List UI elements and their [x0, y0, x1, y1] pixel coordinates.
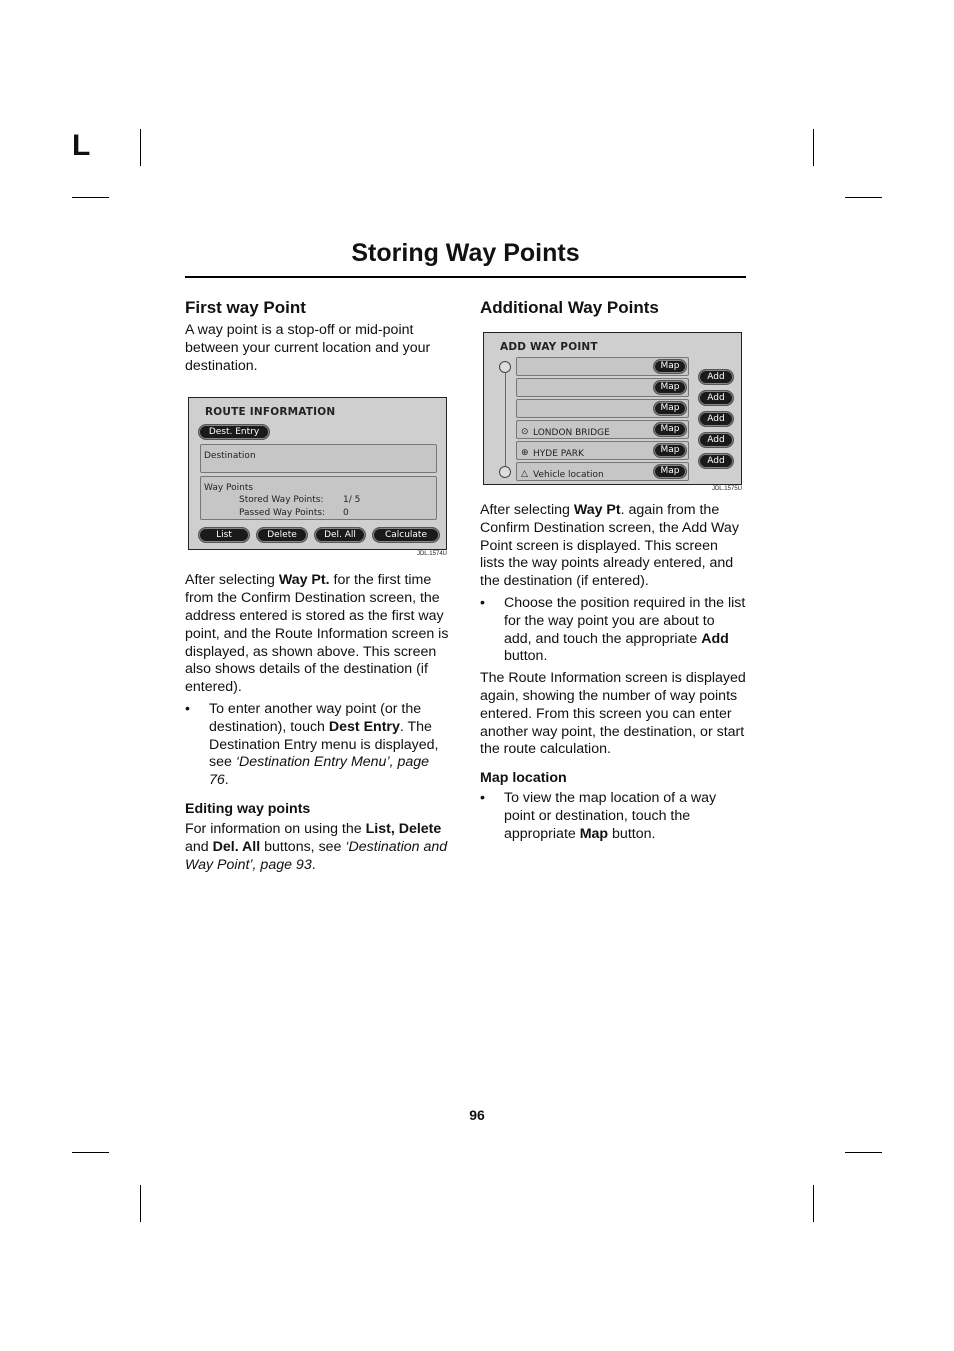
add-button[interactable]: Add: [698, 369, 734, 385]
add-button[interactable]: Add: [698, 432, 734, 448]
editing-way-points-heading: Editing way points: [185, 800, 311, 817]
crop-mark: [140, 129, 141, 166]
passed-way-points-value: 0: [343, 508, 349, 519]
add-way-point-figure: [483, 332, 742, 493]
map-location-heading: Map location: [480, 770, 567, 787]
route-information-screen: [188, 397, 447, 550]
crop-mark: [813, 1185, 814, 1222]
dest-entry-button[interactable]: Dest. Entry: [198, 424, 270, 440]
intro-text: A way point is a stop-off or mid-point between your current location and your destination.: [185, 322, 431, 374]
row-label: HYDE PARK: [533, 449, 584, 459]
delete-button[interactable]: Delete: [256, 527, 308, 543]
del-all-button[interactable]: Del. All: [314, 527, 366, 543]
choose-position-bullet: • Choose the position required in the list for the way point you are about to add, and touch the appropriate Add button.: [480, 595, 746, 666]
additional-way-points-heading: Additional Way Points: [480, 298, 659, 317]
add-way-point-paragraph: After selecting Way Pt. again from the Confirm Destination screen, the Add Way Point screen is displayed. This screen lists the way points already entered, and the destination (if entered).: [480, 502, 739, 590]
crop-mark: [845, 1152, 882, 1153]
crop-mark: [845, 197, 882, 198]
destination-label: Destination: [204, 451, 256, 462]
screen-title: ADD WAY POINT: [500, 341, 598, 353]
vehicle-node-icon: [499, 466, 511, 478]
way-points-label: Way Points: [204, 483, 254, 494]
origin-node-icon: [499, 361, 511, 373]
first-way-point-heading: First way Point: [185, 298, 306, 317]
map-button[interactable]: Map: [653, 464, 687, 479]
stored-way-points-value: 1/ 5: [343, 495, 361, 506]
map-button[interactable]: Map: [653, 359, 687, 374]
corner-letter: L: [72, 129, 91, 162]
crop-mark: [72, 1152, 109, 1153]
crop-mark: [140, 1185, 141, 1222]
left-column: [185, 298, 451, 878]
tree-line: [505, 367, 506, 475]
list-button[interactable]: List: [198, 527, 250, 543]
destination-panel: [200, 444, 437, 473]
map-button[interactable]: Map: [653, 401, 687, 416]
map-location-bullet: • To view the map location of a way point or destination, touch the appropriate Map button.: [480, 790, 746, 843]
add-way-point-screen: [483, 332, 742, 485]
crop-mark: [72, 197, 109, 198]
row-label: Vehicle location: [533, 470, 604, 480]
right-column: [480, 298, 746, 848]
route-information-figure: [188, 397, 447, 558]
page-title: Storing Way Points: [351, 239, 580, 267]
editing-paragraph: For information on using the List, Delete and Del. All buttons, see ‘Destination and Way Point’, page 93.: [185, 820, 448, 873]
calculate-button[interactable]: Calculate: [372, 527, 440, 543]
flag-icon: ⊙: [521, 427, 529, 437]
screen-title: ROUTE INFORMATION: [205, 406, 336, 419]
figure-code: JDL.1574U: [416, 551, 447, 558]
way-point-icon: ⊕: [521, 448, 529, 458]
passed-way-points-label: Passed Way Points:: [239, 508, 326, 519]
title-rule: [185, 276, 746, 278]
map-button[interactable]: Map: [653, 422, 687, 437]
figure-code: JDL.1575U: [711, 486, 742, 492]
vehicle-icon: △: [521, 469, 528, 479]
stored-way-points-label: Stored Way Points:: [239, 495, 324, 506]
route-info-paragraph: After selecting Way Pt. for the first time from the Confirm Destination screen, the address entered is stored as the first way point, and the Route Information screen is displayed, as shown above. This screen also shows details of the destination (if entered).: [185, 572, 449, 696]
add-button[interactable]: Add: [698, 390, 734, 406]
page-number: 96: [469, 1107, 485, 1123]
add-button[interactable]: Add: [698, 453, 734, 469]
row-label: LONDON BRIDGE: [533, 428, 610, 438]
add-button[interactable]: Add: [698, 411, 734, 427]
crop-mark: [813, 129, 814, 166]
map-button[interactable]: Map: [653, 443, 687, 458]
way-points-panel: [200, 476, 437, 520]
dest-entry-bullet: • To enter another way point (or the destination), touch Dest Entry. The Destination Entry menu is displayed, see ‘Destination Entry Menu’, page 76.: [185, 701, 451, 790]
map-button[interactable]: Map: [653, 380, 687, 395]
route-info-again-paragraph: The Route Information screen is displayed again, showing the number of way points entered. From this screen you can enter another way point, the destination, or start the route calculation.: [480, 670, 746, 758]
